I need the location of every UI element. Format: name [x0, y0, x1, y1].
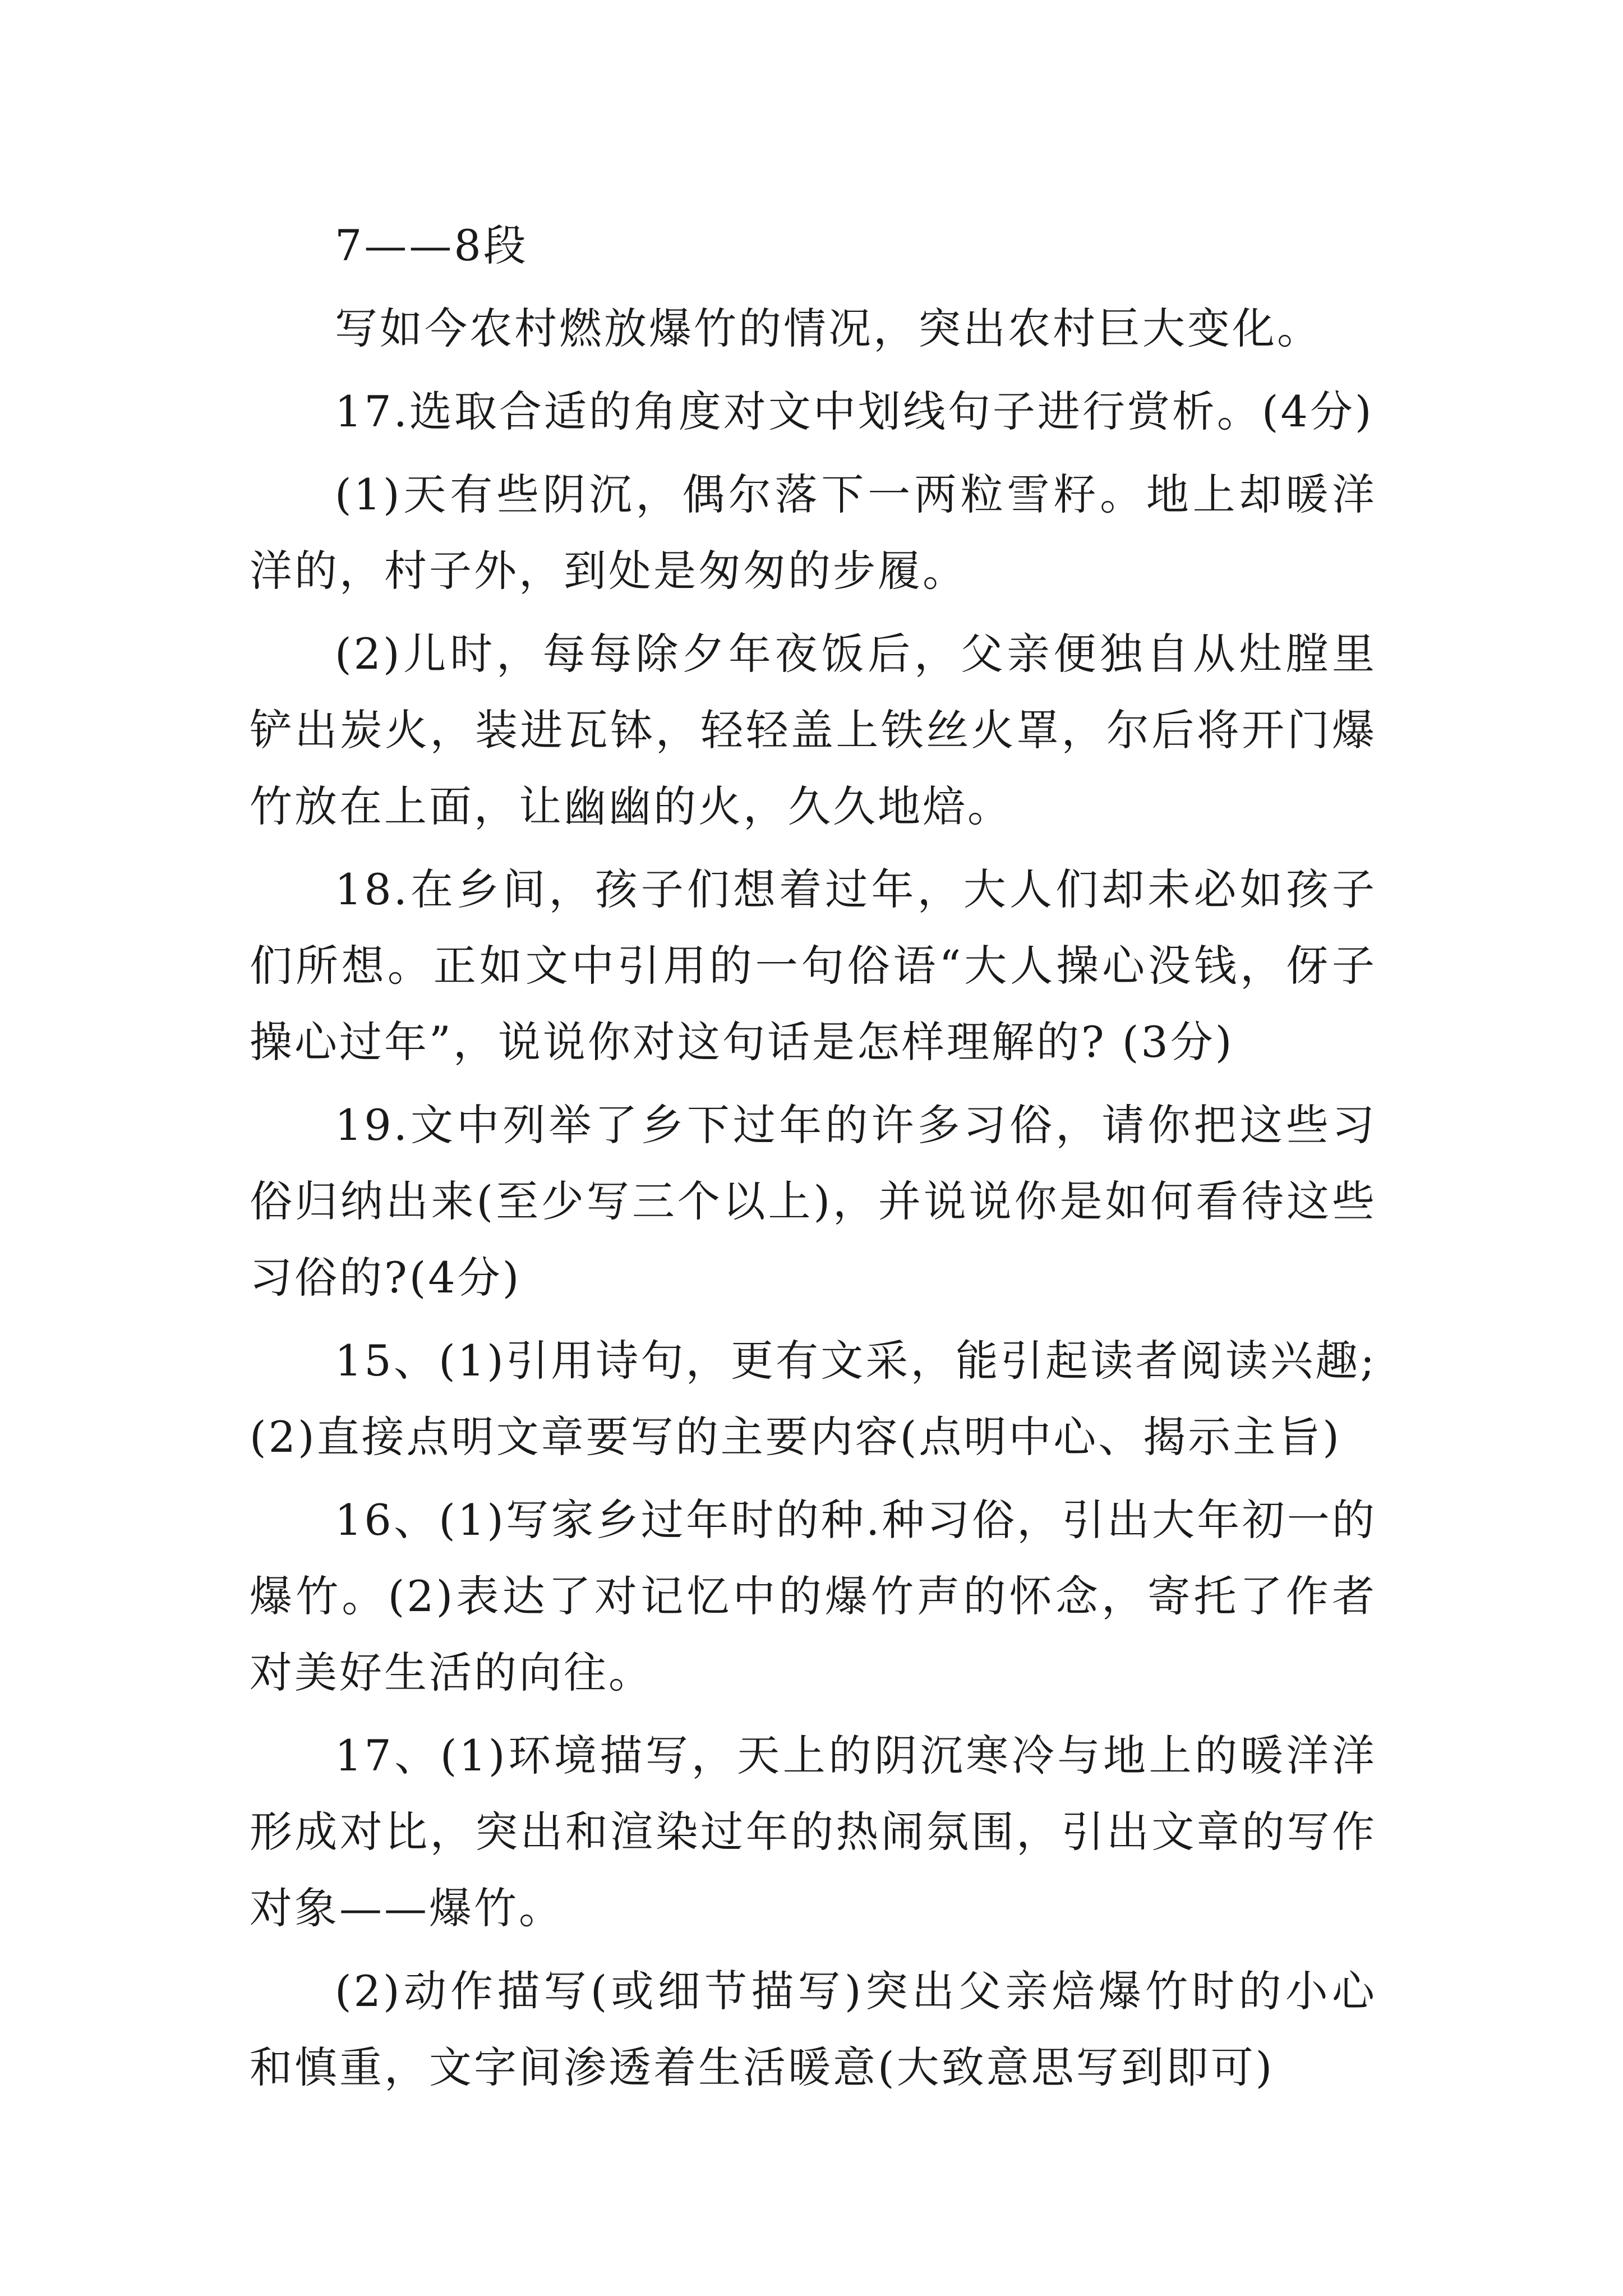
document-body: [250, 208, 1377, 2113]
question-18: 18.在乡间，孩子们想着过年，大人们却未必如孩子们所想。正如文中引用的一句俗语“大人操心没钱，伢子操心过年”，说说你对这句话是怎样理解的? (3分): [250, 864, 1377, 1067]
paragraph: 写如今农村燃放爆竹的情况，突出农村巨大变化。: [335, 303, 1322, 353]
answer-17-part-2: (2)动作描写(或细节描写)突出父亲焙爆竹时的小心和慎重，文字间渗透着生活暖意(大致意思写到即可): [250, 1966, 1377, 2092]
question-19: 19.文中列举了乡下过年的许多习俗，请你把这些习俗归纳出来(至少写三个以上)，并说说你是如何看待这些习俗的?(4分): [250, 1100, 1377, 1303]
question-17-sentence-1: (1)天有些阴沉，偶尔落下一两粒雪籽。地上却暖洋洋的，村子外，到处是匆匆的步履。: [250, 470, 1377, 596]
answer-16: 16、(1)写家乡过年时的种.种习俗，引出大年初一的爆竹。(2)表达了对记忆中的爆竹声的怀念，寄托了作者对美好生活的向往。: [250, 1495, 1377, 1697]
section-heading: 7——8段: [335, 220, 528, 270]
answer-15: 15、(1)引用诗句，更有文采，能引起读者阅读兴趣;(2)直接点明文章要写的主要内容(点明中心、揭示主旨): [250, 1336, 1377, 1462]
question-17-sentence-2: (2)儿时，每每除夕年夜饭后，父亲便独自从灶膛里铲出炭火，装进瓦钵，轻轻盖上铁丝火罩，尔后将开门爆竹放在上面，让幽幽的火，久久地焙。: [250, 629, 1377, 831]
question-17: 17.选取合适的角度对文中划线句子进行赏析。(4分): [335, 386, 1374, 436]
answer-17-part-1: 17、(1)环境描写，天上的阴沉寒冷与地上的暖洋洋形成对比，突出和渲染过年的热闹氛围，引出文章的写作对象——爆竹。: [250, 1731, 1377, 1933]
